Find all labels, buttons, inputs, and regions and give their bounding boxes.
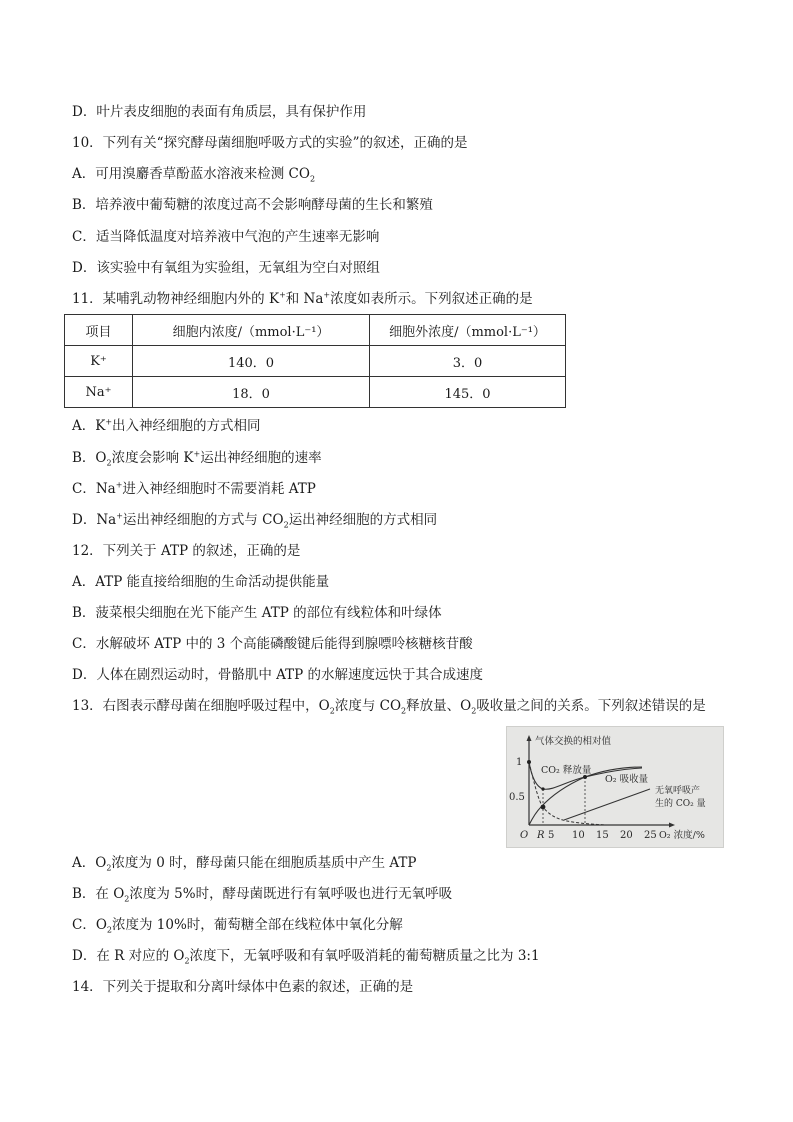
- q12-option-a: A．ATP 能直接给细胞的生命活动提供能量: [72, 574, 330, 590]
- q10-stem: 10．下列有关“探究酵母菌细胞呼吸方式的实验”的叙述，正确的是: [72, 135, 468, 151]
- ion-concentration-table: [64, 314, 566, 408]
- q10-option-c: C．适当降低温度对培养液中气泡的产生速率无影响: [72, 229, 380, 245]
- table-cell-outside: 3．0: [370, 346, 566, 377]
- x-tick: 5: [548, 830, 555, 841]
- table-cell-ion: K⁺: [65, 346, 133, 377]
- superscript: +: [279, 290, 286, 300]
- x-tick: R: [537, 830, 545, 841]
- table-cell-outside: 145．0: [370, 377, 566, 408]
- table-cell-inside: 140．0: [133, 346, 370, 377]
- text: 浓度与 CO: [334, 698, 402, 714]
- text: 浓度会影响 K: [111, 450, 194, 466]
- text: 释放量、O: [406, 698, 472, 714]
- x-axis-label: O₂ 浓度/%: [659, 830, 705, 841]
- subscript: 2: [184, 956, 190, 966]
- y-tick: 0.5: [509, 792, 525, 803]
- text: D．Na: [72, 512, 117, 528]
- text: B．O: [72, 450, 107, 466]
- subscript: 2: [309, 174, 316, 184]
- text: 出入神经细胞的方式相同: [112, 418, 261, 434]
- respiration-gas-exchange-figure: [506, 726, 724, 848]
- subscript: 2: [283, 520, 289, 530]
- q12-option-c: C．水解破坏 ATP 中的 3 个高能磷酸键后能得到腺嘌呤核糖核苷酸: [72, 636, 473, 652]
- y-tick: 1: [516, 757, 523, 768]
- table-row: [65, 377, 566, 408]
- subscript: 2: [106, 925, 112, 935]
- q11-option-b: [72, 449, 322, 467]
- series-label-anaerobic-co2: 生的 CO₂ 量: [655, 799, 706, 809]
- text: C．O: [72, 917, 107, 933]
- q12-stem: 12．下列关于 ATP 的叙述，正确的是: [72, 543, 301, 559]
- table-header: 项目: [65, 315, 133, 346]
- subscript: 2: [106, 863, 112, 873]
- table-header: 细胞外浓度/（mmol·L⁻¹）: [370, 315, 566, 346]
- q12-option-b: B．菠菜根尖细胞在光下能产生 ATP 的部位有线粒体和叶绿体: [72, 605, 442, 621]
- text: 吸收量之间的关系。下列叙述错误的是: [476, 698, 706, 714]
- x-origin: O: [520, 830, 529, 841]
- text: A．O: [72, 855, 107, 871]
- series-label-anaerobic-co2: 无氧呼吸产: [655, 786, 701, 796]
- text: 浓度为 5%时，酵母菌既进行有氧呼吸也进行无氧呼吸: [129, 886, 453, 902]
- q14-stem: 14．下列关于提取和分离叶绿体中色素的叙述，正确的是: [72, 979, 414, 995]
- table-row: [65, 346, 566, 377]
- table-cell-ion: Na⁺: [65, 377, 133, 408]
- q11-option-a: [72, 417, 261, 435]
- text: 运出神经细胞的方式相同: [288, 512, 438, 528]
- series-label-co2-release: CO₂ 释放量: [541, 765, 592, 776]
- text: 13．右图表示酵母菌在细胞呼吸过程中，O: [72, 698, 330, 714]
- text: 浓度为 10%时，葡萄糖全部在线粒体中氧化分解: [112, 917, 403, 933]
- table-cell-inside: 18．0: [133, 377, 370, 408]
- superscript: +: [115, 480, 123, 490]
- text: 11．某哺乳动物神经细胞内外的 K: [72, 291, 280, 307]
- text: 运出神经细胞的方式与 CO: [122, 512, 284, 528]
- q10-option-a: [72, 165, 315, 183]
- text: 和 Na: [285, 291, 324, 307]
- x-tick: 20: [620, 830, 633, 841]
- text: 浓度下，无氧呼吸和有氧呼吸消耗的葡萄糖质量之比为 3:1: [189, 948, 540, 964]
- text: C．Na: [72, 481, 116, 497]
- q11-stem: [72, 290, 533, 308]
- q13-option-c: [72, 916, 403, 934]
- superscript: +: [193, 449, 201, 459]
- gas-exchange-chart: [507, 727, 723, 847]
- series-label-o2-uptake: O₂ 吸收量: [605, 774, 649, 785]
- superscript: +: [323, 290, 331, 300]
- superscript: +: [116, 511, 123, 521]
- q10-option-b: B．培养液中葡萄糖的浓度过高不会影响酵母菌的生长和繁殖: [72, 197, 433, 213]
- subscript: 2: [124, 894, 130, 904]
- x-tick: 25: [644, 830, 657, 841]
- subscript: 2: [106, 458, 112, 468]
- text: B．在 O: [72, 886, 125, 902]
- q13-stem: [72, 697, 706, 715]
- table-header-row: [65, 315, 566, 346]
- x-tick: 10: [572, 830, 585, 841]
- q13-option-a: [72, 854, 416, 872]
- text: A．可用溴麝香草酚蓝水溶液来检测 CO: [72, 166, 310, 182]
- q10-option-d: D．该实验中有氧组为实验组，无氧组为空白对照组: [72, 260, 380, 276]
- table-header: 细胞内浓度/（mmol·L⁻¹）: [133, 315, 370, 346]
- x-tick: 15: [596, 830, 609, 841]
- y-axis-label: 气体交换的相对值: [535, 736, 612, 747]
- subscript: 2: [401, 706, 407, 716]
- q11-option-d: [72, 511, 437, 529]
- text: D．在 R 对应的 O: [72, 948, 185, 964]
- text: A．K: [72, 418, 106, 434]
- text: 运出神经细胞的速率: [200, 450, 322, 466]
- text: 进入神经细胞时不需要消耗 ATP: [122, 481, 316, 497]
- q13-option-b: [72, 885, 452, 903]
- text: 浓度如表所示。下列叙述正确的是: [330, 291, 533, 307]
- q9-option-d: D．叶片表皮细胞的表面有角质层，具有保护作用: [72, 104, 367, 120]
- subscript: 2: [471, 706, 477, 716]
- subscript: 2: [329, 706, 335, 716]
- superscript: +: [105, 417, 113, 427]
- text: 浓度为 0 时，酵母菌只能在细胞质基质中产生 ATP: [111, 855, 417, 871]
- q12-option-d: D．人体在剧烈运动时，骨骼肌中 ATP 的水解速度远快于其合成速度: [72, 667, 484, 683]
- q11-option-c: [72, 480, 316, 498]
- q13-option-d: [72, 947, 540, 965]
